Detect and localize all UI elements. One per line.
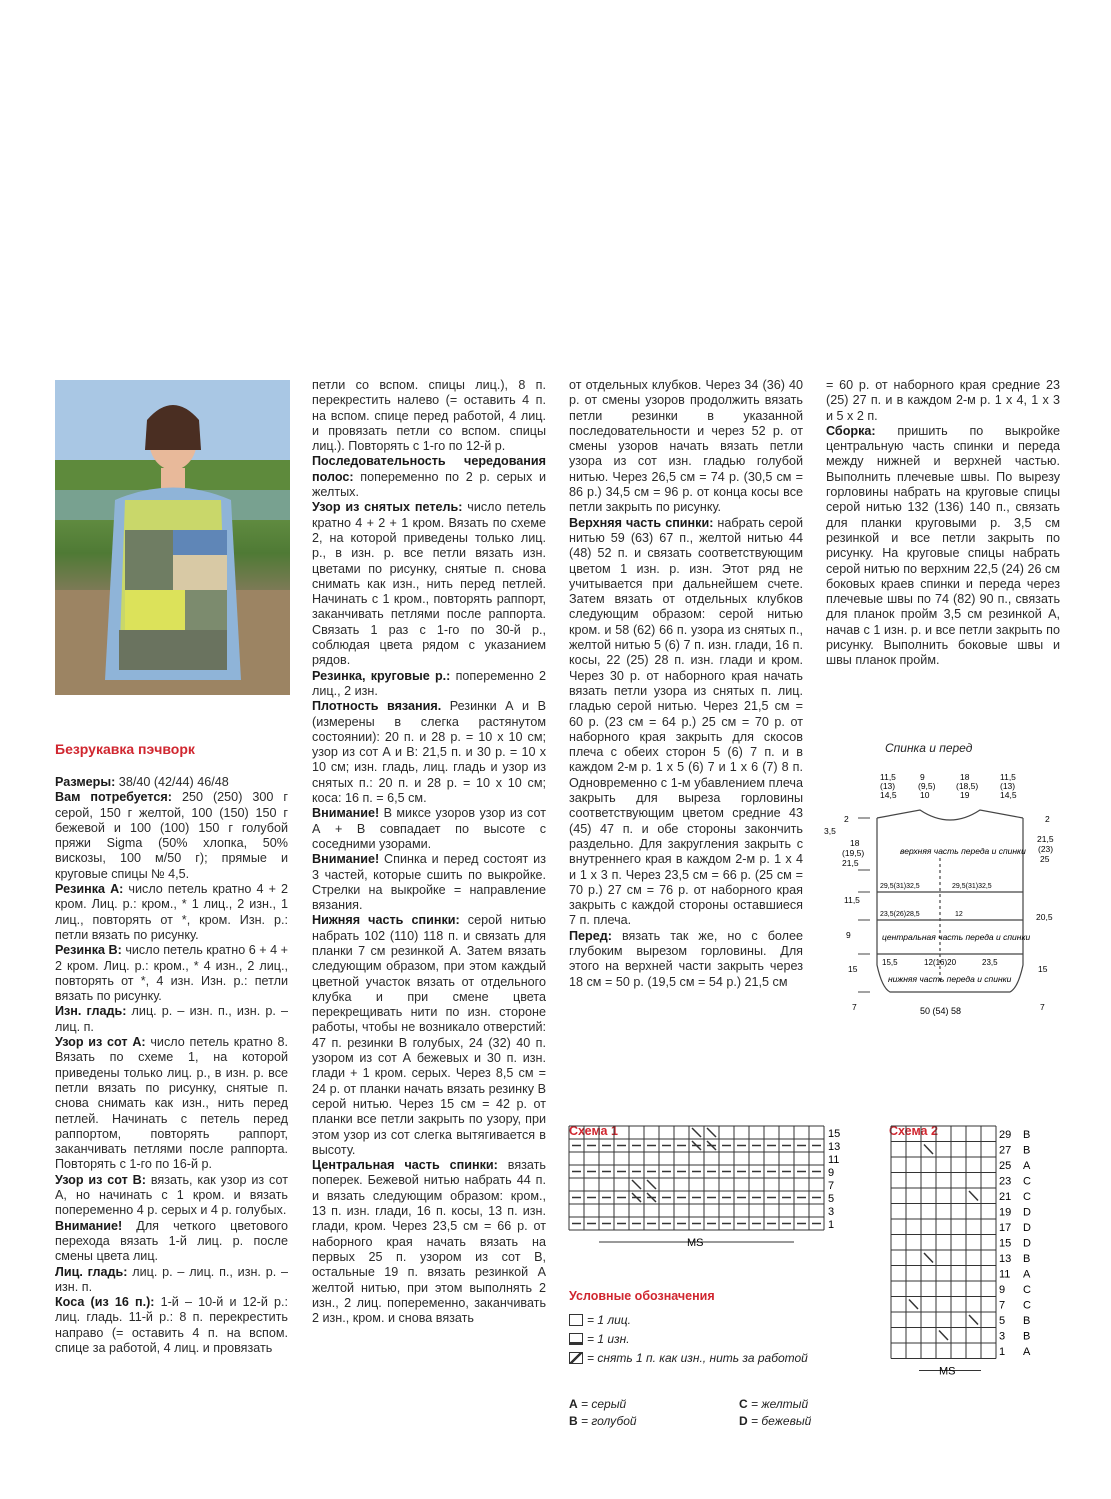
- col3-paragraph-text: от отдельных клубков. Через 34 (36) 40 р. от смены узоров продолжить вязать петли резинки в указанной последовательности и через 52 р. от смены узоров начать вязать петли узора из сот изн. гладью голубой нитью. Через 26,5 см = 74 р. (30,5 см = 86 р.) 34,5 см = 96 р. от конца косы все петли закрыть по рисунку.: [569, 378, 803, 515]
- schema-2-row-color: A: [1023, 1268, 1031, 1281]
- col2-paragraph-text: вязать поперек. Бежевой нитью набрать 44 п. и вязать следующим образом: кром., 13 п. изн. глади, 16 п. косы, 13 п. изн. глади, кром. Через 23,5 см = 66 р. от наборного края начать вязать на первых 25 п. узором из сот В, остальные 19 п. вязать резинкой А желтой нитью, при этом выполнять 2 изн., 2 лиц. попеременно, заканчивать 2 изн., кром. и снова вязать: [312, 1158, 546, 1326]
- legend-row-knit: [569, 1313, 631, 1327]
- diagram-top-label: (18,5): [956, 781, 979, 791]
- schema-2-row-color: B: [1023, 1129, 1031, 1141]
- col1-paragraph-text: вязать, как узор из сот А, но начинать с 1 кром. и вязать попеременно 4 р. серых и 4 р. голубых.: [55, 1172, 288, 1218]
- col2-paragraph-heading: Резинка, круговые р.:: [312, 668, 451, 683]
- col2-paragraph-text: попеременно 2 лиц., 2 изн.: [312, 668, 547, 698]
- schema-2-row-color: C: [1023, 1284, 1031, 1296]
- diagram-part-mid-label: центральная часть переда и спинки: [882, 932, 1031, 942]
- schema-2-title: Схема 2: [889, 1124, 938, 1138]
- schema-1-row-number: 5: [828, 1193, 835, 1205]
- model-photo-illustration: [55, 380, 290, 695]
- col1-paragraph-heading: Узор из сот А:: [55, 1035, 146, 1050]
- col2-paragraph-heading: Центральная часть спинки:: [312, 1158, 498, 1173]
- diagram-left-label: 2: [844, 814, 849, 824]
- col1-paragraph-text: Для четкого цветового перехода вязать 1-й лиц. р. после смены цвета лиц.: [55, 1218, 288, 1264]
- col1-paragraph: [55, 943, 288, 1004]
- diagram-row-label: 29,5(31)32,5: [952, 883, 992, 890]
- col1-paragraph-heading: Резинка А:: [55, 882, 124, 897]
- diagram-left-label: 21,5: [842, 858, 859, 868]
- col1-paragraph-text: число петель кратно 4 + 2 кром. Лиц. р.: кром., * 1 лиц., 2 изн., 1 лиц., повторять от *, кром. Изн. р.: петли вязать по рисунку.: [55, 882, 288, 942]
- slip-stitch-symbol-icon: [569, 1352, 583, 1364]
- schema-2-slip-mark: [969, 1315, 978, 1325]
- col1-paragraph-text: лиц. р. – изн. п., изн. р. – лиц. п.: [55, 1004, 288, 1034]
- color-key-c-value: = желтый: [751, 1397, 809, 1411]
- col1-paragraph-text: лиц. р. – лиц. п., изн. р. – изн. п.: [55, 1264, 288, 1294]
- col3-paragraph-text: набрать серой нитью 59 (63) 67 п., желтой нитью 44 (48) 52 п. и связать соответствующим цветом 1 изн. р. изн. Этот ряд не учитывается при дальнейшем счете. Затем вязать от отдельных клубков следующим образом: серой нитью кром. и 58 (62) 66 п. узора из снятых п., желтой нитью 5 (6) 7 п. изн. глади, 16 п. косы, 22 (25) 28 п. изн. глади и кром. Через 30 р. от наборного края начать вязать петли узора из снятых п. лиц. гладью серой нитью. Через 21,5 см = 60 р. (23 см = 64 р.) 25 см = 70 р. от наборного края закрыть для скосов плеча с обеих сторон 5 (6) 7 п. и в каждом 2-м р. 1 х 5 (6) 7 и 1 х 6 (7) 8 п. Одновременно с 1-м убавлением плеча закрыть для выреза горловины соответствующим цветом средние 43 (45) 47 п. и обе стороны закончить раздельно. Для закругления закрыть с внутреннего края в каждом 2-м р. 1 х 4 и 1 х 3 п. Через 23,5 см = 66 р. (25 см = 70 р.) 27 см = 76 р. от наборного края закрыть с каждой стороны оставшиеся 7 п. плеча.: [569, 515, 803, 928]
- col3-paragraph: [569, 929, 803, 990]
- schema-1-row-number: 11: [828, 1154, 840, 1166]
- schema-1-slip-mark: [707, 1128, 716, 1137]
- color-key-a-letter: A: [569, 1397, 578, 1411]
- diagram-row-label: 12: [955, 911, 963, 918]
- diagram-right-label: (23): [1038, 844, 1054, 854]
- schema-2-row-number: 13: [999, 1253, 1012, 1265]
- diagram-top-label: 11,5: [1000, 772, 1016, 782]
- schema-2-row-number: 15: [999, 1237, 1012, 1250]
- col3-paragraph: [569, 378, 803, 516]
- diagram-row-label: 29,5(31)32,5: [880, 883, 920, 890]
- diagram-row-label: 23,5: [982, 958, 998, 967]
- diagram-left-label: 11,5: [844, 895, 860, 905]
- col1-paragraph: [55, 1295, 288, 1356]
- col1-paragraph: [55, 1004, 288, 1035]
- schema-1-slip-mark: [647, 1180, 656, 1189]
- schema-2-slip-mark: [924, 1253, 933, 1263]
- diagram-row-label: 15,5: [882, 958, 898, 967]
- schema-2-row-number: 29: [999, 1129, 1012, 1141]
- schema-2-row-color: D: [1023, 1206, 1031, 1219]
- schema-1-slip-mark: [692, 1128, 701, 1137]
- col1-paragraph: [55, 1219, 288, 1265]
- col1-paragraph-heading: Коса (из 16 п.):: [55, 1295, 155, 1310]
- diagram-right-label: 15: [1038, 964, 1048, 974]
- col2-paragraph-text: Резинки А и В (измерены в слегка растянутом состоянии): 20 п. и 28 р. = 10 х 10 см; узор из сот А и В: 21,5 п. и 30 р. = 10 х 10 см; изн. гладь, лиц. гладь и узор из снятых п.: 20 п. и 28 р. = 10 х 10 см; коса: 16 п. = 6,5 см.: [312, 699, 546, 806]
- col1-paragraph-text: 1-й – 10-й и 12-й р.: лиц. гладь. 11-й р.: 8 п. перекрестить направо (= оставить 4 п. на вспом. спице за работой, 4 лиц. и провязать: [55, 1295, 288, 1355]
- diagram-top-label: 9: [920, 772, 925, 782]
- col2-paragraph-text: петли со вспом. спицы лиц.), 8 п. перекрестить налево (= оставить 4 п. на вспом. спице перед работой, 4 лиц. и провязать петли со вспом. спицы лиц.). Повторять с 1-го по 12-й р.: [312, 378, 546, 454]
- diagram-left-label: (19,5): [842, 848, 865, 858]
- legend-row-purl: [569, 1332, 630, 1346]
- schema-2-row-color: A: [1023, 1160, 1031, 1172]
- col1-paragraph-heading: Лиц. гладь:: [55, 1264, 128, 1279]
- col1-paragraph: [55, 790, 288, 882]
- color-key-d-letter: D: [739, 1414, 748, 1428]
- diagram-right-label: 20,5: [1036, 912, 1053, 922]
- color-key-a: [569, 1397, 626, 1411]
- diagram-top-label: 19: [960, 790, 970, 800]
- schema-2-row-number: 7: [999, 1299, 1006, 1312]
- col2-paragraph-heading: Внимание!: [312, 852, 380, 867]
- schema-1-row-number: 3: [828, 1206, 835, 1218]
- col2-paragraph: [312, 852, 546, 913]
- col4-paragraph-text: пришить по выкройке центральную часть спинки и переда между нижней и верхней частью. Выполнить плечевые швы. По вырезу горловины набрать на круговые спицы серой нитью 132 (136) 140 п., связать для планки круговыми р. 3,5 см резинкой и все петли закрыть по рисунку. На круговые спицы набрать серой нитью по верхним 22,5 (24) 26 см боковых краев спинки и переда через плечевые швы по 74 (82) 90 п., связать для планок пройм 3,5 см резинкой А, начав с 1 изн. р. и все петли закрыть по рисунку. Выполнить боковые швы и швы планок пройм.: [826, 423, 1060, 668]
- schema-1-row-number: 9: [828, 1167, 835, 1179]
- diagram-left-label: 7: [852, 1002, 857, 1012]
- col1-paragraph-heading: Вам потребуется:: [55, 790, 172, 805]
- col3-paragraph-text: вязать так же, но с более глубоким вырезом горловины. Для этого на верхней части закрыть через 18 см = 50 р. (19,5 см = 54 р.) 21,5 см: [569, 928, 803, 989]
- col1-paragraph-text: число петель кратно 6 + 4 + 2 кром. Лиц. р.: кром., * 4 изн., 2 лиц., повторять от *, 4 изн. Изн. р.: петли вязать по рисунку.: [55, 943, 289, 1004]
- col1-paragraph-heading: Размеры:: [55, 775, 116, 789]
- diagram-left-label: 3,5: [824, 826, 836, 836]
- col2-paragraph: [312, 913, 546, 1158]
- col3-paragraph-heading: Верхняя часть спинки:: [569, 515, 714, 530]
- diagram-right-label: 7: [1040, 1002, 1045, 1012]
- legend-title: Условные обозначения: [569, 1289, 715, 1303]
- col2-paragraph-text: Спинка и перед состоят из 3 частей, которые сшить по выкройке. Стрелки на выкройке = направление вязания.: [312, 852, 546, 913]
- diagram-bottom-label: 50 (54) 58: [920, 1006, 962, 1016]
- diagram-top-label: 14,5: [1000, 790, 1017, 800]
- schema-2-row-number: 5: [999, 1315, 1006, 1327]
- diagram-row-label: 23,5(26)28,5: [880, 911, 920, 918]
- diagram-row-label: 12(16)20: [924, 958, 957, 967]
- schema-1-row-number: 1: [828, 1219, 835, 1231]
- diagram-top-label: (13): [1000, 781, 1016, 791]
- diagram-right-label: 21,5: [1037, 834, 1054, 844]
- col2-paragraph-heading: Узор из снятых петель:: [312, 500, 463, 515]
- schema-2-row-number: 11: [999, 1268, 1011, 1281]
- schema-2-row-color: B: [1023, 1330, 1031, 1343]
- col2-paragraph-heading: Внимание!: [312, 806, 380, 821]
- schema-2-row-color: C: [1023, 1175, 1031, 1188]
- diagram-title: Спинка и перед: [885, 741, 973, 755]
- schema-2-row-color: D: [1023, 1222, 1031, 1234]
- schema-2-row-color: C: [1023, 1191, 1031, 1203]
- schema-2-row-color: B: [1023, 1315, 1031, 1327]
- schema-2-row-color: C: [1023, 1299, 1031, 1312]
- diagram-part-top-label: верхняя часть переда и спинки: [900, 846, 1026, 856]
- col1-paragraph: [55, 882, 288, 943]
- schema-2-slip-mark: [939, 1331, 948, 1341]
- text-column-4: [826, 378, 1060, 669]
- col2-paragraph: [312, 699, 546, 806]
- schema-2-slip-mark: [909, 1300, 918, 1310]
- schema-1-row-number: 15: [828, 1128, 841, 1140]
- schema-2-slip-mark: [969, 1191, 978, 1201]
- col1-paragraph: [55, 1173, 288, 1219]
- color-key-d-value: = бежевый: [751, 1414, 812, 1428]
- schema-2-row-number: 25: [999, 1160, 1012, 1172]
- schema-1-title: Схема 1: [569, 1124, 618, 1138]
- col2-paragraph-text: В миксе узоров узор из сот А + В совпадает по высоте с соседними узорами.: [312, 806, 546, 851]
- schema-2-row-number: 21: [999, 1191, 1012, 1203]
- col2-paragraph: [312, 454, 546, 500]
- diagram-part-bottom-label: нижняя часть переда и спинки: [888, 974, 1012, 984]
- schema-2-row-color: B: [1023, 1144, 1031, 1157]
- schema-1-row-number: 7: [828, 1180, 835, 1192]
- col2-paragraph: [312, 378, 546, 454]
- schema-2-row-number: 17: [999, 1222, 1012, 1234]
- col2-paragraph-heading: Последовательность чередования полос:: [312, 454, 546, 484]
- color-key-b-value: = голубой: [581, 1414, 637, 1428]
- col4-paragraph: [826, 378, 1060, 424]
- col4-paragraph: [826, 424, 1060, 669]
- knit-symbol-icon: [569, 1314, 583, 1326]
- col1-paragraph-heading: Изн. гладь:: [55, 1004, 127, 1019]
- schema-2-row-number: 1: [999, 1346, 1006, 1358]
- col2-paragraph-heading: Плотность вязания.: [312, 699, 442, 714]
- color-key-b: [569, 1414, 637, 1428]
- schema-2-row-number: 23: [999, 1175, 1012, 1188]
- col4-paragraph-heading: Сборка:: [826, 423, 876, 438]
- text-column-1: [55, 775, 288, 1356]
- color-key-d: [739, 1414, 811, 1428]
- col3-paragraph: [569, 516, 803, 929]
- schema-2-row-number: 3: [999, 1330, 1006, 1343]
- diagram-top-label: 10: [920, 790, 930, 800]
- col2-paragraph: [312, 806, 546, 852]
- schema-2-row-color: A: [1023, 1346, 1031, 1358]
- text-column-2: [312, 378, 546, 1326]
- col2-paragraph: [312, 669, 546, 700]
- diagram-left-label: 9: [846, 930, 851, 940]
- article-title: Безрукавка пэчворк: [55, 741, 195, 757]
- color-key-b-letter: B: [569, 1414, 578, 1428]
- schema-2-row-number: 27: [999, 1144, 1012, 1157]
- diagram-left-label: 15: [848, 964, 858, 974]
- col2-paragraph-text: число петель кратно 4 + 2 + 1 кром. Вязать по схеме 2, на которой приведены только лиц. р., в изн. р. все петли вязать изн. цветами по рисунку, снятые п. снова снимать как изн., нить перед петлей. Начинать с 1 кром., повторять раппорт, заканчивать петлями после раппорта. Связать 1 раз с 1-го по 30-й р., соблюдая цвета рядом с указанием рядов.: [312, 500, 546, 668]
- schema-2-row-color: B: [1023, 1253, 1031, 1265]
- col2-paragraph: [312, 500, 546, 668]
- schema-2-slip-mark: [924, 1145, 933, 1155]
- schema-1-chart: [565, 1120, 865, 1280]
- legend-row-slip: [569, 1351, 808, 1365]
- col1-paragraph-heading: Узор из сот В:: [55, 1172, 146, 1187]
- color-key-a-value: = серый: [581, 1397, 627, 1411]
- text-column-3: [569, 378, 803, 990]
- col3-paragraph-heading: Перед:: [569, 928, 612, 943]
- diagram-top-label: (9,5): [918, 781, 936, 791]
- purl-symbol-icon: [569, 1333, 583, 1345]
- col1-paragraph-text: число петель кратно 8. Вязать по схеме 1, на которой приведены только лиц. р., в изн. р. все петли вязать по рисунку, снятые п. снова снимать как изн., нить перед петлей. Начинать с петель перед раппортом, повторять раппорт, заканчивать петлями после раппорта. Повторять с 1-го по 16-й р.: [55, 1035, 288, 1172]
- col2-paragraph: [312, 1158, 546, 1326]
- col1-paragraph: [55, 775, 288, 790]
- schema-2-row-number: 9: [999, 1284, 1006, 1296]
- schema-2-chart: [885, 1120, 1055, 1400]
- col2-paragraph-heading: Нижняя часть спинки:: [312, 913, 460, 928]
- col1-paragraph-heading: Внимание!: [55, 1218, 123, 1233]
- diagram-top-label: 11,5: [880, 772, 896, 782]
- diagram-top-label: 18: [960, 772, 970, 782]
- schema-2-row-number: 19: [999, 1206, 1012, 1219]
- diagram-top-label: 14,5: [880, 790, 897, 800]
- color-key-c: [739, 1397, 808, 1411]
- col1-paragraph: [55, 1035, 288, 1173]
- col2-paragraph-text: серой нитью набрать 102 (110) 118 п. и связать для планки 7 см резинкой А. Затем вязать следующим образом, при этом каждый цветной участок вязать от отдельного клубка и при смене цвета перекрещивать нити по изн. стороне работы, чтобы не возникало отверстий: 47 п. резинки В голубых, 24 (32) 40 п. узором из сот А бежевых и 30 п. изн. глади + 1 кром. серых. Через 8,5 см = 24 р. от планки начать вязать резинку В серой нитью. Через 15 см = 42 р. от планки все петли закрыть по узору, при этом узор из сот слегка вытягивается в высоту.: [312, 913, 547, 1157]
- col1-paragraph-text: 250 (250) 300 г серой, 150 г желтой, 100 (150) 150 г бежевой и 100 (100) 150 г голубой пряжи Sigma (50% хлопка, 50% вискозы, 100 м/50 г); прямые и круговые спицы № 4,5.: [55, 790, 289, 881]
- legend-label-purl: = 1 изн.: [587, 1332, 630, 1346]
- legend-label-knit: = 1 лиц.: [587, 1313, 631, 1327]
- schema-2-ms-label: MS: [939, 1365, 956, 1378]
- pattern-schematic: [820, 770, 1070, 1020]
- col1-paragraph-text: 38/40 (42/44) 46/48: [115, 775, 229, 789]
- schema-1-ms-label: MS: [687, 1237, 704, 1249]
- schema-1-row-number: 13: [828, 1141, 841, 1153]
- col1-paragraph-heading: Резинка В:: [55, 943, 122, 958]
- diagram-left-label: 18: [850, 838, 860, 848]
- legend-label-slip: = снять 1 п. как изн., нить за работой: [587, 1351, 808, 1365]
- color-key-c-letter: C: [739, 1397, 748, 1411]
- diagram-right-label: 25: [1040, 854, 1050, 864]
- diagram-top-label: (13): [880, 781, 896, 791]
- col4-paragraph-text: = 60 р. от наборного края средние 23 (25) 27 п. и в каждом 2-м р. 1 х 4, 1 х 3 и 5 х 2 п.: [826, 378, 1060, 423]
- diagram-right-label: 2: [1045, 814, 1050, 824]
- model-photo: [55, 380, 290, 695]
- schema-1-slip-mark: [632, 1180, 641, 1189]
- schema-2-row-color: D: [1023, 1237, 1031, 1250]
- col2-paragraph-text: попеременно по 2 р. серых и желтых.: [312, 469, 546, 500]
- col1-paragraph: [55, 1265, 288, 1296]
